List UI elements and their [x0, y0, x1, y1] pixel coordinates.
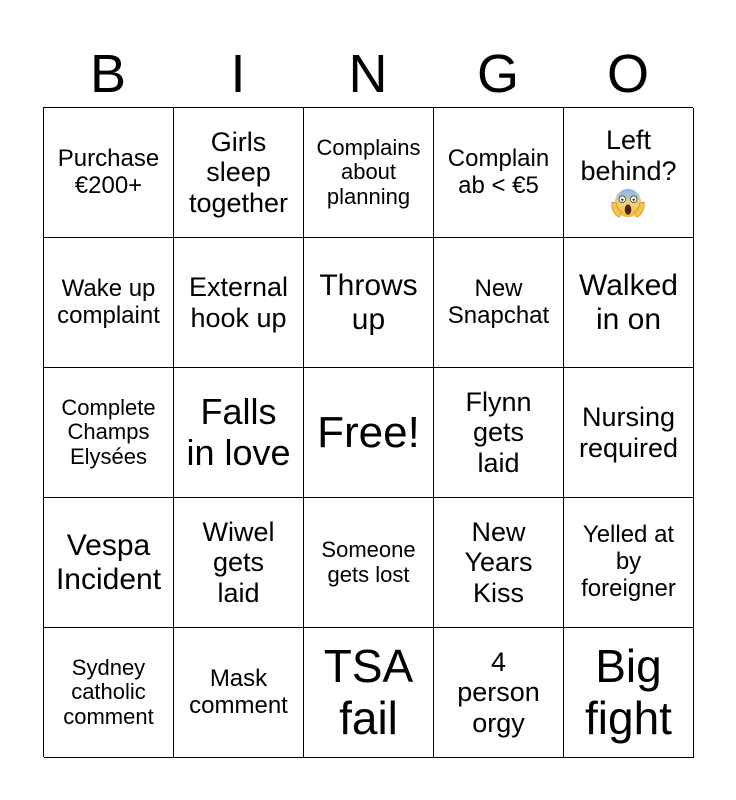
bingo-cell[interactable] — [174, 628, 304, 758]
cell-label: Throws up — [319, 268, 418, 336]
bingo-cell[interactable] — [434, 368, 564, 498]
bingo-cell[interactable] — [564, 498, 694, 628]
bingo-cell[interactable] — [174, 498, 304, 628]
bingo-cell[interactable] — [434, 238, 564, 368]
bingo-grid — [43, 107, 693, 757]
free-space-label: Free! — [317, 407, 420, 457]
cell-label: Someone gets lost — [321, 536, 416, 587]
cell-label: Walked in on — [579, 268, 678, 336]
bingo-cell[interactable] — [44, 368, 174, 498]
bingo-cell[interactable] — [564, 108, 694, 238]
bingo-cell[interactable] — [304, 498, 434, 628]
bingo-cell[interactable] — [174, 238, 304, 368]
cell-label: Complain ab < €5 — [447, 144, 550, 199]
bingo-cell[interactable] — [434, 498, 564, 628]
header-letter-o: O — [606, 44, 649, 104]
cell-label: Complete Champs Elysées — [61, 394, 156, 469]
cell-label: Vespa Incident — [55, 528, 162, 596]
cell-label: Big fight — [585, 639, 672, 744]
screaming-face-icon — [609, 186, 647, 220]
header-letter-b: B — [89, 44, 127, 104]
cell-label: Yelled at by foreigner — [581, 521, 676, 602]
cell-label: Complains about planning — [316, 134, 421, 209]
bingo-cell[interactable] — [44, 498, 174, 628]
bingo-cell[interactable] — [564, 238, 694, 368]
bingo-cell[interactable] — [44, 108, 174, 238]
header-letter-g: G — [476, 44, 519, 104]
bingo-cell[interactable] — [564, 628, 694, 758]
bingo-cell[interactable] — [44, 628, 174, 758]
cell-label: Falls in love — [186, 391, 291, 473]
header-letter-n: N — [348, 44, 388, 104]
free-space-cell[interactable] — [304, 368, 434, 498]
cell-label: Wake up complaint — [57, 274, 160, 329]
bingo-cell[interactable] — [304, 238, 434, 368]
bingo-cell[interactable] — [434, 628, 564, 758]
cell-label: Wiwel gets laid — [202, 517, 275, 608]
bingo-cell[interactable] — [174, 368, 304, 498]
cell-label: New Snapchat — [447, 274, 550, 329]
cell-label: Left behind? — [580, 125, 677, 186]
bingo-cell[interactable] — [44, 238, 174, 368]
header-letter-i: I — [230, 44, 246, 104]
cell-label: External hook up — [188, 272, 289, 333]
bingo-cell[interactable] — [304, 628, 434, 758]
cell-label: Girls sleep together — [188, 127, 289, 218]
bingo-cell[interactable] — [174, 108, 304, 238]
cell-label: Flynn gets laid — [465, 387, 532, 478]
cell-label: Purchase €200+ — [57, 144, 160, 199]
cell-label: TSA fail — [323, 639, 414, 744]
cell-label: Nursing required — [578, 402, 679, 463]
bingo-cell[interactable] — [304, 108, 434, 238]
cell-label: Sydney catholic comment — [63, 654, 154, 729]
bingo-cell[interactable] — [564, 368, 694, 498]
cell-label: Mask comment — [189, 664, 288, 719]
bingo-header — [43, 42, 693, 106]
bingo-cell[interactable] — [434, 108, 564, 238]
cell-label: 4 person orgy — [457, 647, 540, 738]
cell-label: New Years Kiss — [464, 517, 533, 608]
